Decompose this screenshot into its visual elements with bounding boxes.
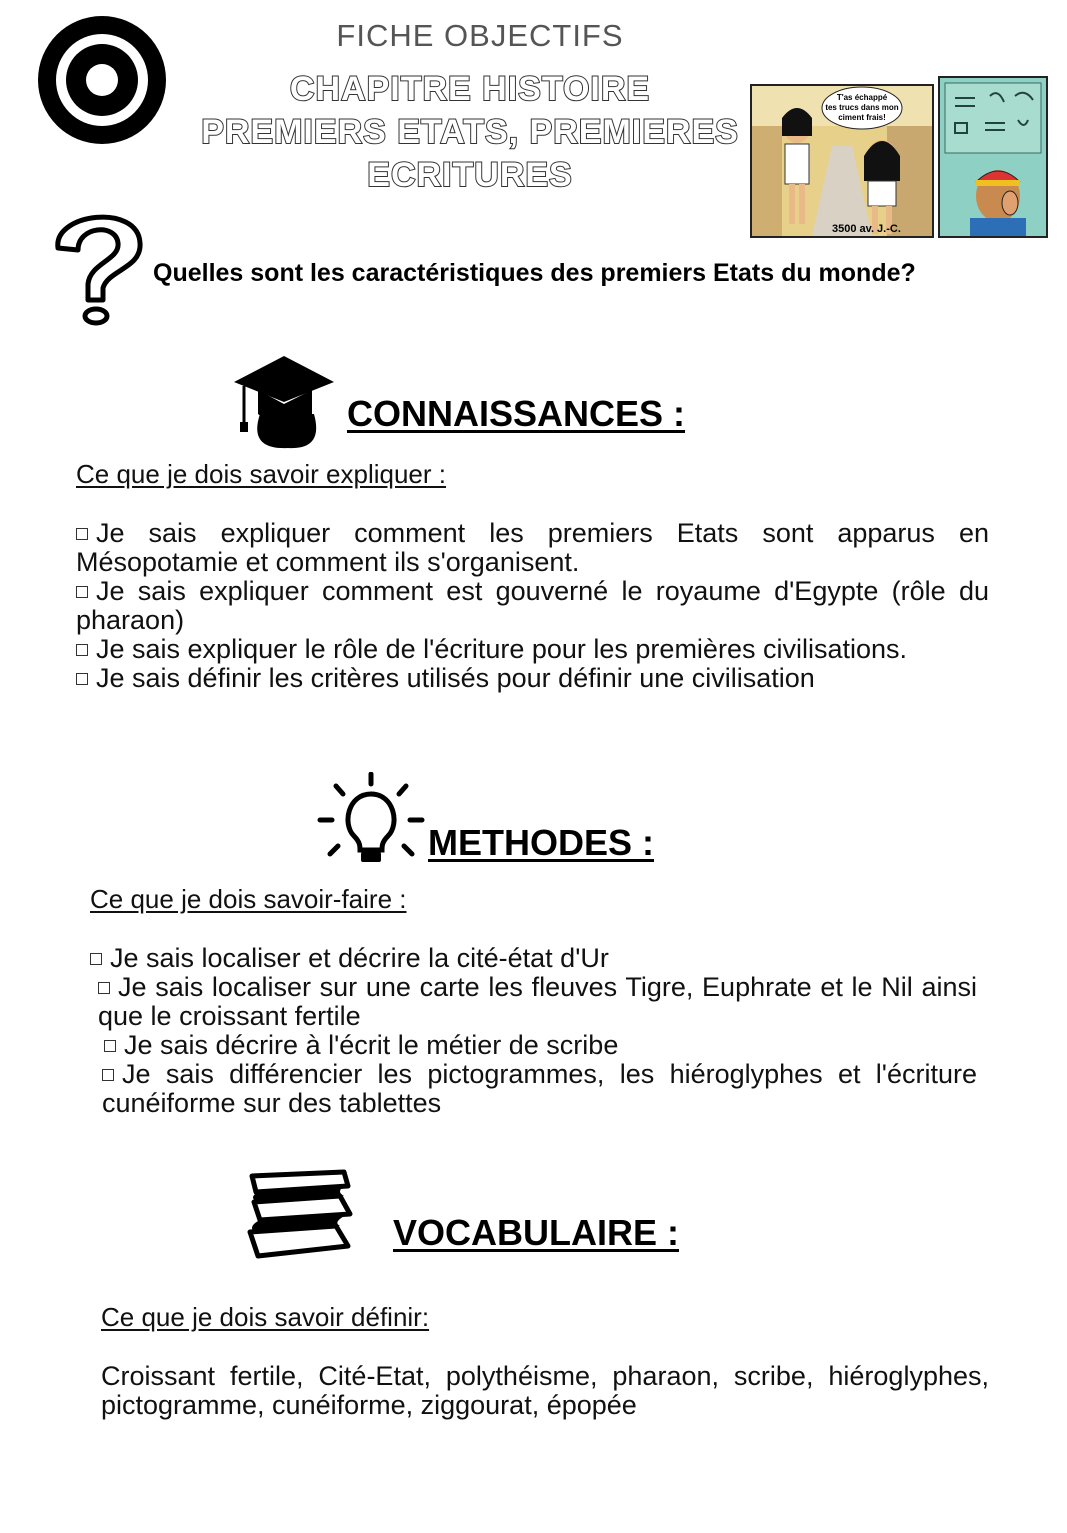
connaissances-title: CONNAISSANCES :	[347, 393, 686, 434]
checkbox-icon[interactable]	[104, 1040, 116, 1052]
methodes-item	[90, 1060, 977, 1118]
comic-panel-hieroglyphs	[938, 76, 1048, 238]
connaissances-item-text: Je sais expliquer le rôle de l'écriture pour les premières civilisations.	[96, 634, 908, 664]
vocabulaire-terms: Croissant fertile, Cité-Etat, polythéisme, pharaon, scribe, hiéroglyphes, pictogramme, cunéiforme, ziggourat, épopée	[101, 1361, 989, 1420]
books-icon	[244, 1166, 356, 1264]
methodes-item-text: Je sais localiser sur une carte les fleuves Tigre, Euphrate et le Nil ainsi que le croissant fertile	[98, 972, 977, 1031]
checkbox-icon[interactable]	[76, 673, 88, 685]
connaissances-item	[76, 635, 989, 664]
speech-line-3: ciment frais!	[838, 113, 886, 122]
checkbox-icon[interactable]	[90, 953, 102, 965]
graduation-cap-icon	[228, 354, 340, 450]
lightbulb-icon	[316, 772, 426, 868]
connaissances-list	[76, 519, 989, 693]
methodes-item-text: Je sais décrire à l'écrit le métier de scribe	[124, 1030, 619, 1060]
chapter-line-1: CHAPITRE HISTOIRE	[289, 70, 651, 108]
methodes-subtitle: Ce que je dois savoir-faire :	[90, 884, 407, 914]
connaissances-item	[76, 664, 989, 693]
connaissances-item-text: Je sais expliquer comment les premiers Etats sont apparus en Mésopotamie et comment ils s'organisent.	[76, 518, 989, 577]
checkbox-icon[interactable]	[76, 528, 88, 540]
guiding-question: Quelles sont les caractéristiques des premiers Etats du monde?	[153, 259, 916, 287]
checkbox-icon[interactable]	[98, 982, 110, 994]
connaissances-item	[76, 577, 989, 635]
methodes-list	[90, 944, 977, 1118]
methodes-title: METHODES :	[428, 822, 655, 863]
connaissances-item	[76, 519, 989, 577]
connaissances-item-text: Je sais définir les critères utilisés pour définir une civilisation	[96, 663, 815, 693]
speech-line-2: tes trucs dans mon	[825, 103, 899, 112]
vocabulaire-title: VOCABULAIRE :	[393, 1212, 679, 1253]
connaissances-item-text: Je sais expliquer comment est gouverné le royaume d'Egypte (rôle du pharaon)	[76, 576, 989, 635]
methodes-item	[90, 973, 977, 1031]
chapter-line-3: ECRITURES	[367, 156, 573, 194]
chapter-title	[180, 68, 760, 197]
comic-caption: 3500 av. J.-C.	[832, 223, 901, 235]
checkbox-icon[interactable]	[102, 1069, 114, 1081]
methodes-item-text: Je sais localiser et décrire la cité-état d'Ur	[110, 943, 609, 973]
comic-panel-egypt	[750, 84, 934, 238]
methodes-item	[90, 1031, 977, 1060]
methodes-item	[90, 944, 977, 973]
vocabulaire-subtitle: Ce que je dois savoir définir:	[101, 1302, 430, 1332]
checkbox-icon[interactable]	[76, 644, 88, 656]
sheet-eyebrow: FICHE OBJECTIFS	[336, 18, 624, 53]
speech-line-1: T'as échappé	[836, 93, 888, 102]
comic-illustration	[752, 86, 932, 236]
connaissances-subtitle: Ce que je dois savoir expliquer :	[76, 459, 446, 489]
chapter-line-2: PREMIERS ETATS, PREMIERES	[201, 113, 739, 151]
question-mark-icon	[48, 208, 148, 326]
methodes-item-text: Je sais différencier les pictogrammes, les hiéroglyphes et l'écriture cunéiforme sur des tablettes	[102, 1059, 977, 1118]
hieroglyph-illustration	[940, 78, 1046, 236]
checkbox-icon[interactable]	[76, 586, 88, 598]
